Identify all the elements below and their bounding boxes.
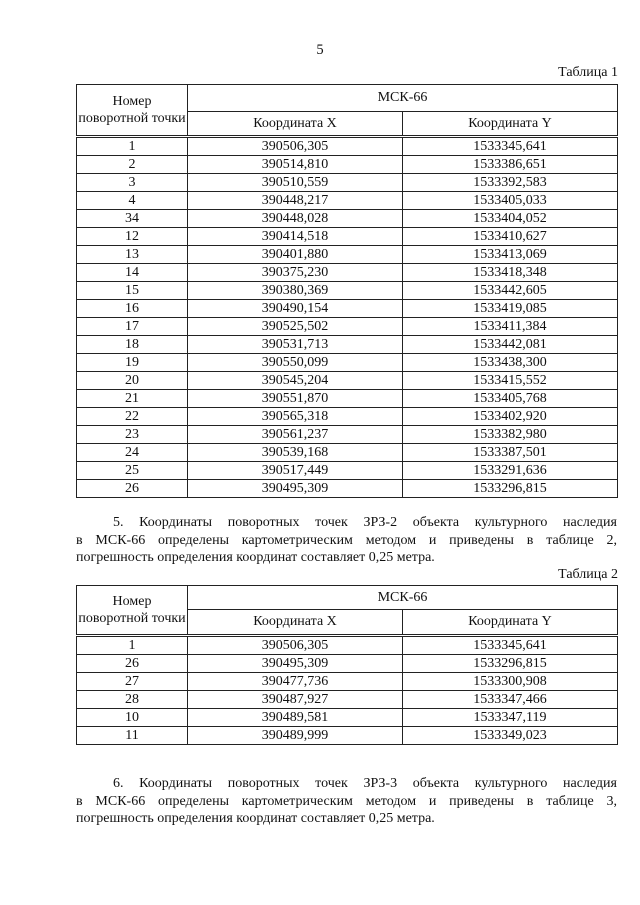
table-row <box>77 282 618 300</box>
table-row <box>77 137 618 156</box>
coord-y-cell: 1533347,119 <box>403 709 618 727</box>
coord-x-cell: 390489,999 <box>188 727 403 745</box>
page-number: 5 <box>316 42 324 58</box>
table-row <box>77 174 618 192</box>
table-row <box>77 390 618 408</box>
coord-y-cell: 1533405,768 <box>403 390 618 408</box>
point-number-cell: 21 <box>77 390 188 408</box>
table-row <box>77 462 618 480</box>
coord-y-cell: 1533438,300 <box>403 354 618 372</box>
point-number-cell: 20 <box>77 372 188 390</box>
point-number-cell: 15 <box>77 282 188 300</box>
coord-y-cell: 1533415,552 <box>403 372 618 390</box>
table-row <box>77 727 618 745</box>
paragraph-5-line-1: 5. Координаты поворотных точек ЗРЗ-2 объекта культурного наследия <box>113 515 617 530</box>
table-row <box>77 673 618 691</box>
point-number-cell: 14 <box>77 264 188 282</box>
coord-x-cell: 390448,028 <box>188 210 403 228</box>
table-row <box>77 318 618 336</box>
coord-x-cell: 390561,237 <box>188 426 403 444</box>
table-row <box>77 300 618 318</box>
paragraph-5 <box>76 514 617 567</box>
point-number-cell: 24 <box>77 444 188 462</box>
coord-x-cell: 390517,449 <box>188 462 403 480</box>
point-number-cell: 13 <box>77 246 188 264</box>
coord-y-cell: 1533418,348 <box>403 264 618 282</box>
coord-y-cell: 1533347,466 <box>403 691 618 709</box>
table-row <box>77 354 618 372</box>
table-row <box>77 192 618 210</box>
point-number-cell: 19 <box>77 354 188 372</box>
coord-x-cell: 390550,099 <box>188 354 403 372</box>
point-number-cell: 34 <box>77 210 188 228</box>
table-row <box>77 691 618 709</box>
coord-y-cell: 1533382,980 <box>403 426 618 444</box>
coord-x-cell: 390551,870 <box>188 390 403 408</box>
point-number-cell: 12 <box>77 228 188 246</box>
point-number-cell: 11 <box>77 727 188 745</box>
header-coord-x: Координата X <box>188 112 403 137</box>
coord-y-cell: 1533405,033 <box>403 192 618 210</box>
table-row <box>77 709 618 727</box>
table-row <box>77 636 618 655</box>
coord-y-cell: 1533419,085 <box>403 300 618 318</box>
coord-x-cell: 390489,581 <box>188 709 403 727</box>
table-row <box>77 336 618 354</box>
table-row <box>77 156 618 174</box>
table2-caption: Таблица 2 <box>558 567 618 582</box>
coord-y-cell: 1533387,501 <box>403 444 618 462</box>
table-row <box>77 408 618 426</box>
table-row <box>77 210 618 228</box>
coord-x-cell: 390495,309 <box>188 655 403 673</box>
coord-x-cell: 390490,154 <box>188 300 403 318</box>
table-row <box>77 426 618 444</box>
point-number-cell: 1 <box>77 137 188 156</box>
coord-x-cell: 390514,810 <box>188 156 403 174</box>
coord-y-cell: 1533345,641 <box>403 636 618 655</box>
point-number-cell: 17 <box>77 318 188 336</box>
paragraph-6-line-1: 6. Координаты поворотных точек ЗРЗ-3 объекта культурного наследия <box>113 776 617 791</box>
paragraph-6 <box>76 775 617 828</box>
table-row <box>77 246 618 264</box>
coord-y-cell: 1533442,081 <box>403 336 618 354</box>
coord-x-cell: 390448,217 <box>188 192 403 210</box>
table-row <box>77 264 618 282</box>
table1-caption: Таблица 1 <box>558 65 618 80</box>
point-number-cell: 27 <box>77 673 188 691</box>
point-number-cell: 26 <box>77 480 188 498</box>
coord-x-cell: 390477,736 <box>188 673 403 691</box>
coord-x-cell: 390506,305 <box>188 636 403 655</box>
header-coord-x: Координата X <box>188 610 403 636</box>
point-number-cell: 3 <box>77 174 188 192</box>
header-coord-y: Координата Y <box>403 610 618 636</box>
table1-body <box>77 137 618 498</box>
point-number-cell: 1 <box>77 636 188 655</box>
coord-y-cell: 1533413,069 <box>403 246 618 264</box>
paragraph-5-line-2: в МСК-66 определены картометрическим методом и приведены в таблице 2, <box>76 532 617 548</box>
coord-x-cell: 390565,318 <box>188 408 403 426</box>
paragraph-6-line-2: в МСК-66 определены картометрическим методом и приведены в таблице 3, <box>76 793 617 809</box>
coord-x-cell: 390414,518 <box>188 228 403 246</box>
point-number-cell: 26 <box>77 655 188 673</box>
coord-y-cell: 1533345,641 <box>403 137 618 156</box>
table2-body <box>77 636 618 745</box>
coord-y-cell: 1533392,583 <box>403 174 618 192</box>
coord-y-cell: 1533349,023 <box>403 727 618 745</box>
coord-y-cell: 1533296,815 <box>403 480 618 498</box>
coord-x-cell: 390380,369 <box>188 282 403 300</box>
coord-x-cell: 390506,305 <box>188 137 403 156</box>
coord-y-cell: 1533402,920 <box>403 408 618 426</box>
point-number-cell: 18 <box>77 336 188 354</box>
table-row <box>77 655 618 673</box>
coord-x-cell: 390545,204 <box>188 372 403 390</box>
coord-y-cell: 1533410,627 <box>403 228 618 246</box>
paragraph-5-line-3: погрешность определения координат составляет 0,25 метра. <box>76 550 435 565</box>
point-number-cell: 23 <box>77 426 188 444</box>
table-row <box>77 372 618 390</box>
coord-x-cell: 390525,502 <box>188 318 403 336</box>
point-number-cell: 22 <box>77 408 188 426</box>
table-row <box>77 228 618 246</box>
point-number-cell: 2 <box>77 156 188 174</box>
coord-x-cell: 390487,927 <box>188 691 403 709</box>
paragraph-6-line-3: погрешность определения координат составляет 0,25 метра. <box>76 811 435 826</box>
point-number-cell: 16 <box>77 300 188 318</box>
point-number-cell: 28 <box>77 691 188 709</box>
coord-y-cell: 1533291,636 <box>403 462 618 480</box>
coord-x-cell: 390495,309 <box>188 480 403 498</box>
header-system: МСК-66 <box>188 586 618 610</box>
header-point-number: Номер поворотной точки <box>77 85 188 137</box>
coord-x-cell: 390510,559 <box>188 174 403 192</box>
point-number-cell: 10 <box>77 709 188 727</box>
header-system: МСК-66 <box>188 85 618 112</box>
table-row <box>77 444 618 462</box>
coord-x-cell: 390539,168 <box>188 444 403 462</box>
coord-y-cell: 1533411,384 <box>403 318 618 336</box>
table-row <box>77 480 618 498</box>
point-number-cell: 25 <box>77 462 188 480</box>
point-number-cell: 4 <box>77 192 188 210</box>
coord-y-cell: 1533296,815 <box>403 655 618 673</box>
coord-x-cell: 390531,713 <box>188 336 403 354</box>
coord-x-cell: 390401,880 <box>188 246 403 264</box>
coordinates-table-2 <box>76 585 618 745</box>
coord-x-cell: 390375,230 <box>188 264 403 282</box>
coord-y-cell: 1533442,605 <box>403 282 618 300</box>
coord-y-cell: 1533404,052 <box>403 210 618 228</box>
coord-y-cell: 1533300,908 <box>403 673 618 691</box>
header-point-number: Номер поворотной точки <box>77 586 188 636</box>
header-coord-y: Координата Y <box>403 112 618 137</box>
coord-y-cell: 1533386,651 <box>403 156 618 174</box>
coordinates-table-1 <box>76 84 618 498</box>
